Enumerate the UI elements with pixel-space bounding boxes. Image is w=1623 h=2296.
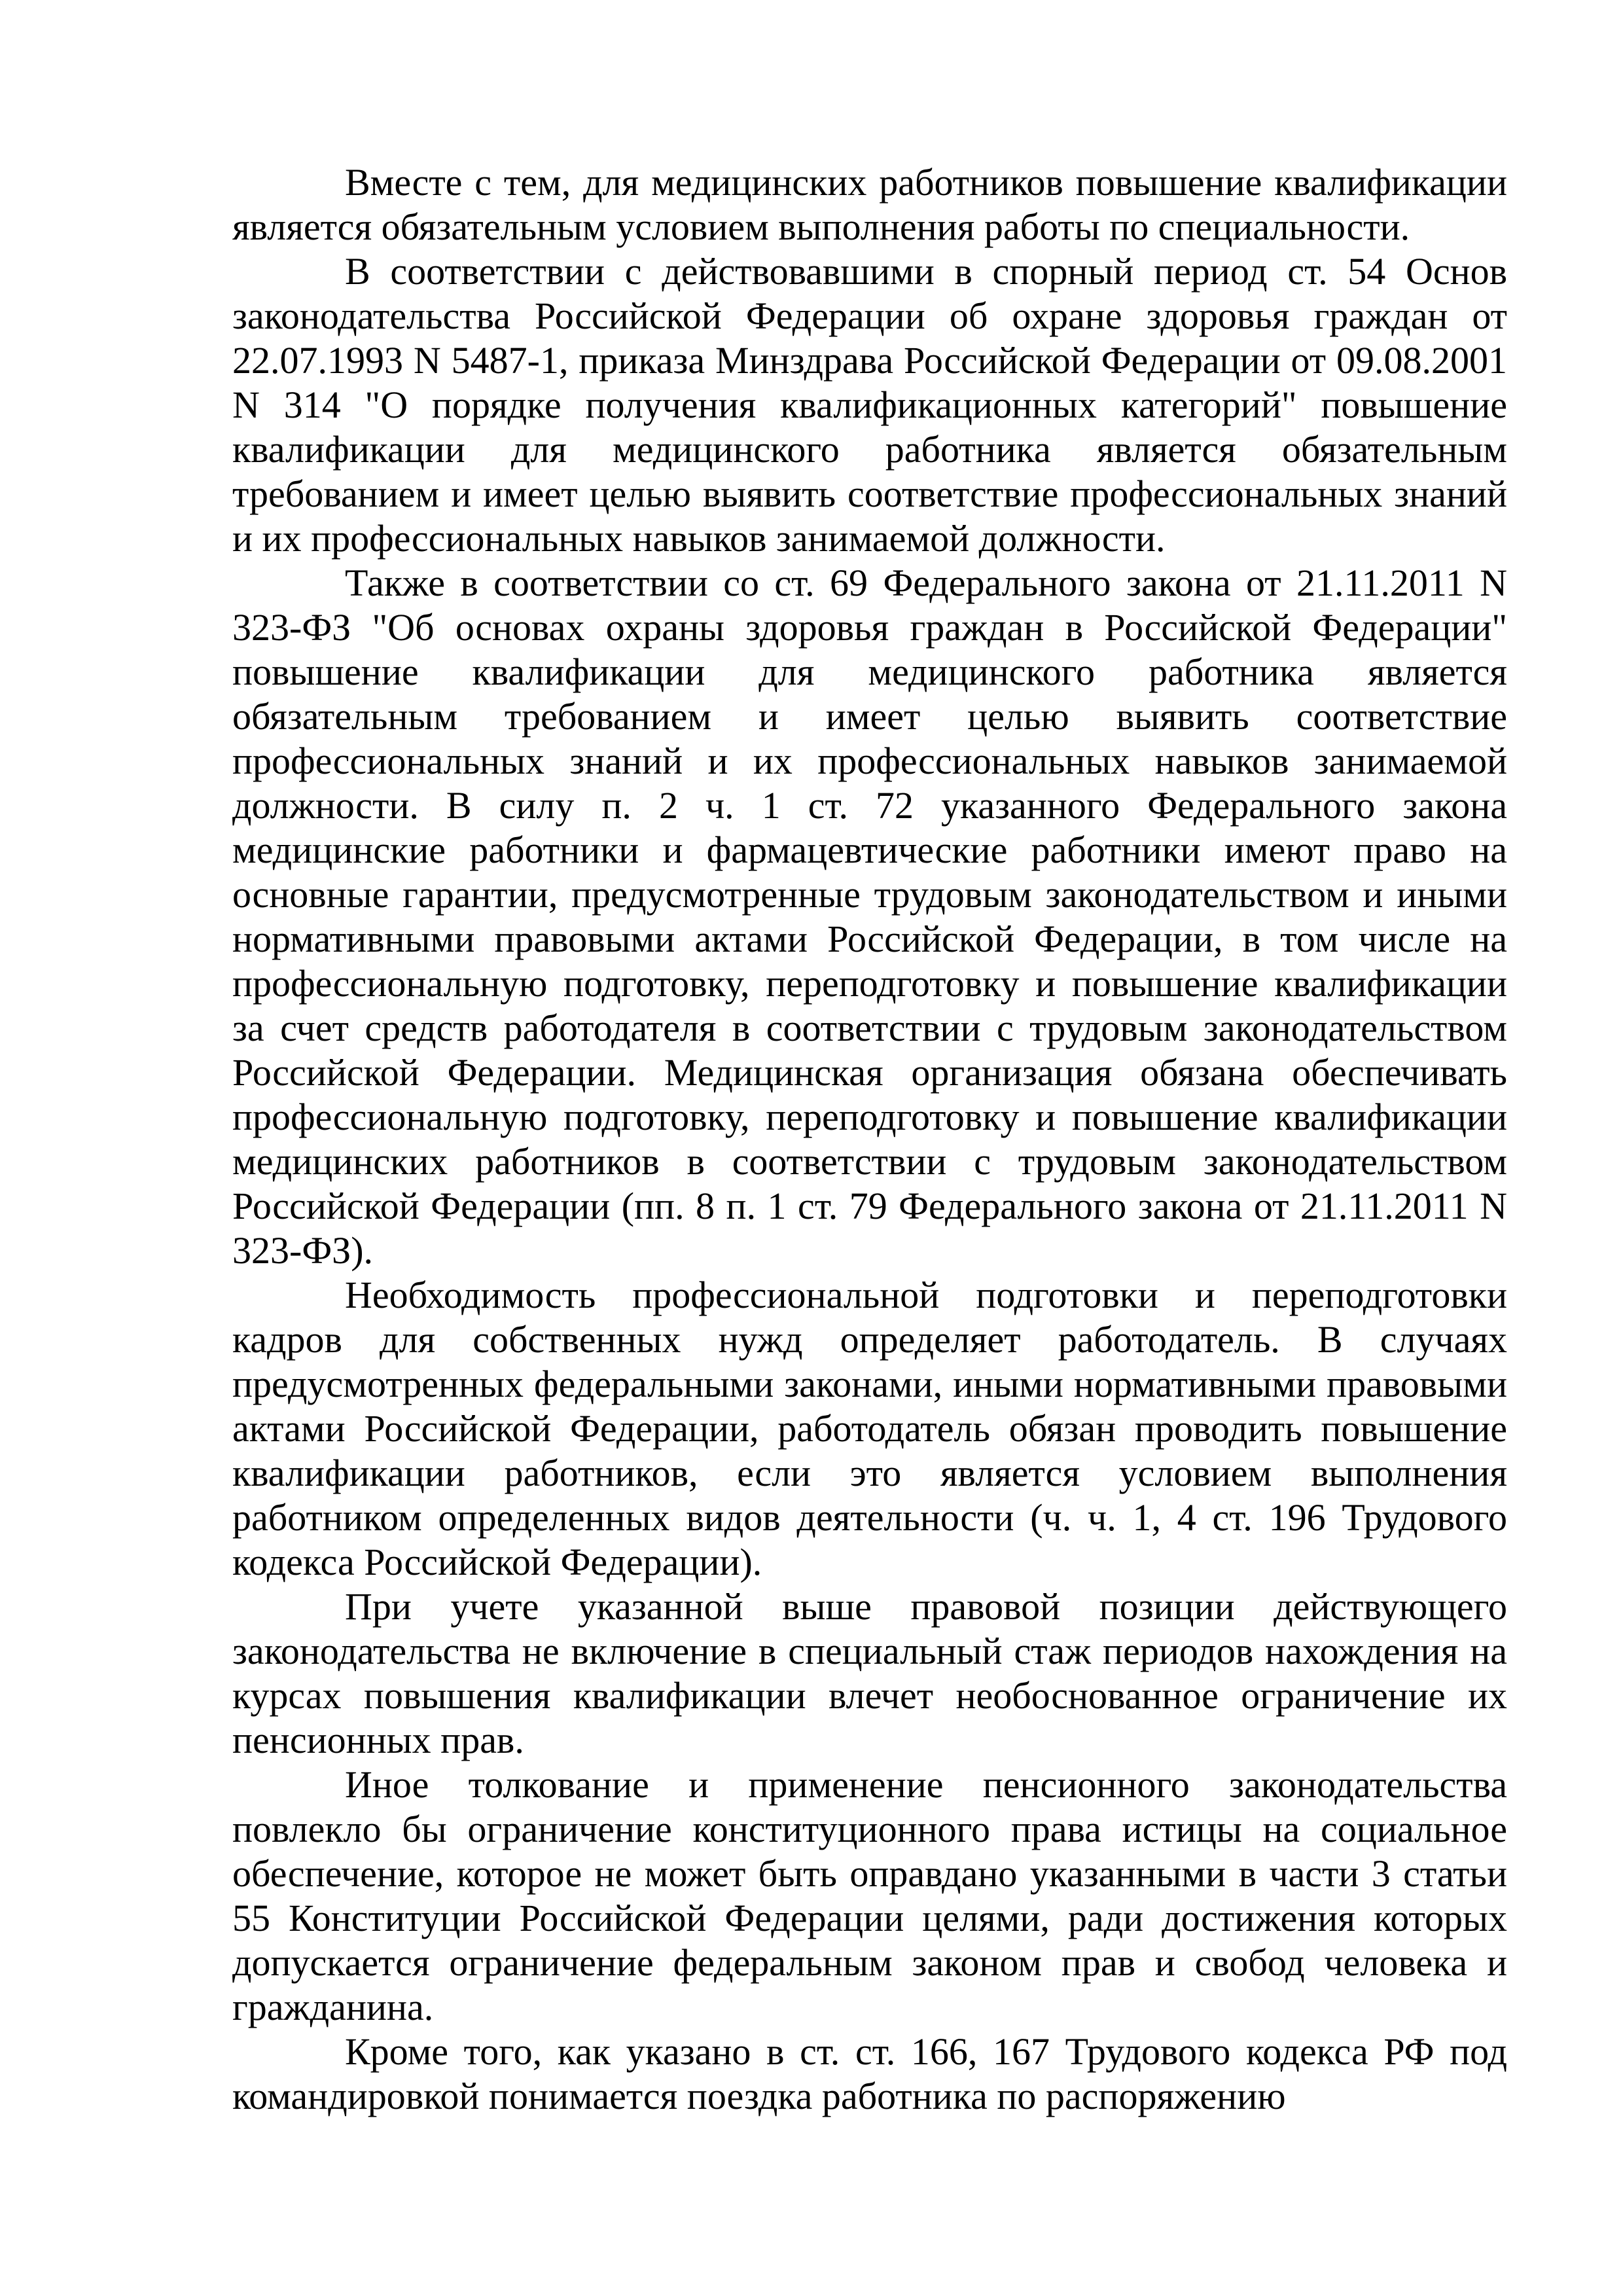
paragraph-4: Необходимость профессиональной подготовки и переподготовки кадров для собственных нужд определяет работодатель. В случаях предусмотренных федеральными законами, иными нормативными правовыми актами Российской Федерации, работодатель обязан проводить повышение квалификации работников, если это является условием выполнения работником определенных видов деятельности (ч. ч. 1, 4 ст. 196 Трудового кодекса Российской Федерации). (232, 1274, 1507, 1583)
paragraph-3: Также в соответствии со ст. 69 Федерального закона от 21.11.2011 N 323-ФЗ "Об основах охраны здоровья граждан в Российской Федерации" повышение квалификации для медицинского работника является обязательным требованием и имеет целью выявить соответствие профессиональных знаний и их профессиональных навыков занимаемой должности. В силу п. 2 ч. 1 ст. 72 указанного Федерального закона медицинские работники и фармацевтические работники имеют право на основные гарантии, предусмотренные трудовым законодательством и иными нормативными правовыми актами Российской Федерации, в том числе на профессиональную подготовку, переподготовку и повышение квалификации за счет средств работодателя в соответствии с трудовым законодательством Российской Федерации. Медицинская организация обязана обеспечивать профессиональную подготовку, переподготовку и повышение квалификации медицинских работников в соответствии с трудовым законодательством Российской Федерации (пп. 8 п. 1 ст. 79 Федерального закона от 21.11.2011 N 323-ФЗ). (232, 562, 1507, 1272)
paragraph-6: Иное толкование и применение пенсионного законодательства повлекло бы ограничение конституционного права истицы на социальное обеспечение, которое не может быть оправдано указанными в части 3 статьи 55 Конституции Российской Федерации целями, ради достижения которых допускается ограничение федеральным законом прав и свобод человека и гражданина. (232, 1763, 1507, 2028)
paragraph-2: В соответствии с действовавшими в спорный период ст. 54 Основ законодательства Российской Федерации об охране здоровья граждан от 22.07.1993 N 5487-1, приказа Минздрава Российской Федерации от 09.08.2001 N 314 "О порядке получения квалификационных категорий" повышение квалификации для медицинского работника является обязательным требованием и имеет целью выявить соответствие профессиональных знаний и их профессиональных навыков занимаемой должности. (232, 250, 1507, 560)
paragraph-1: Вместе с тем, для медицинских работников повышение квалификации является обязательным условием выполнения работы по специальности. (232, 161, 1507, 248)
text-block (232, 160, 1507, 2119)
paragraph-7: Кроме того, как указано в ст. ст. 166, 167 Трудового кодекса РФ под командировкой понимается поездка работника по распоряжению (232, 2030, 1507, 2117)
paragraph-5: При учете указанной выше правовой позиции действующего законодательства не включение в специальный стаж периодов нахождения на курсах повышения квалификации влечет необоснованное ограничение их пенсионных прав. (232, 1585, 1507, 1761)
